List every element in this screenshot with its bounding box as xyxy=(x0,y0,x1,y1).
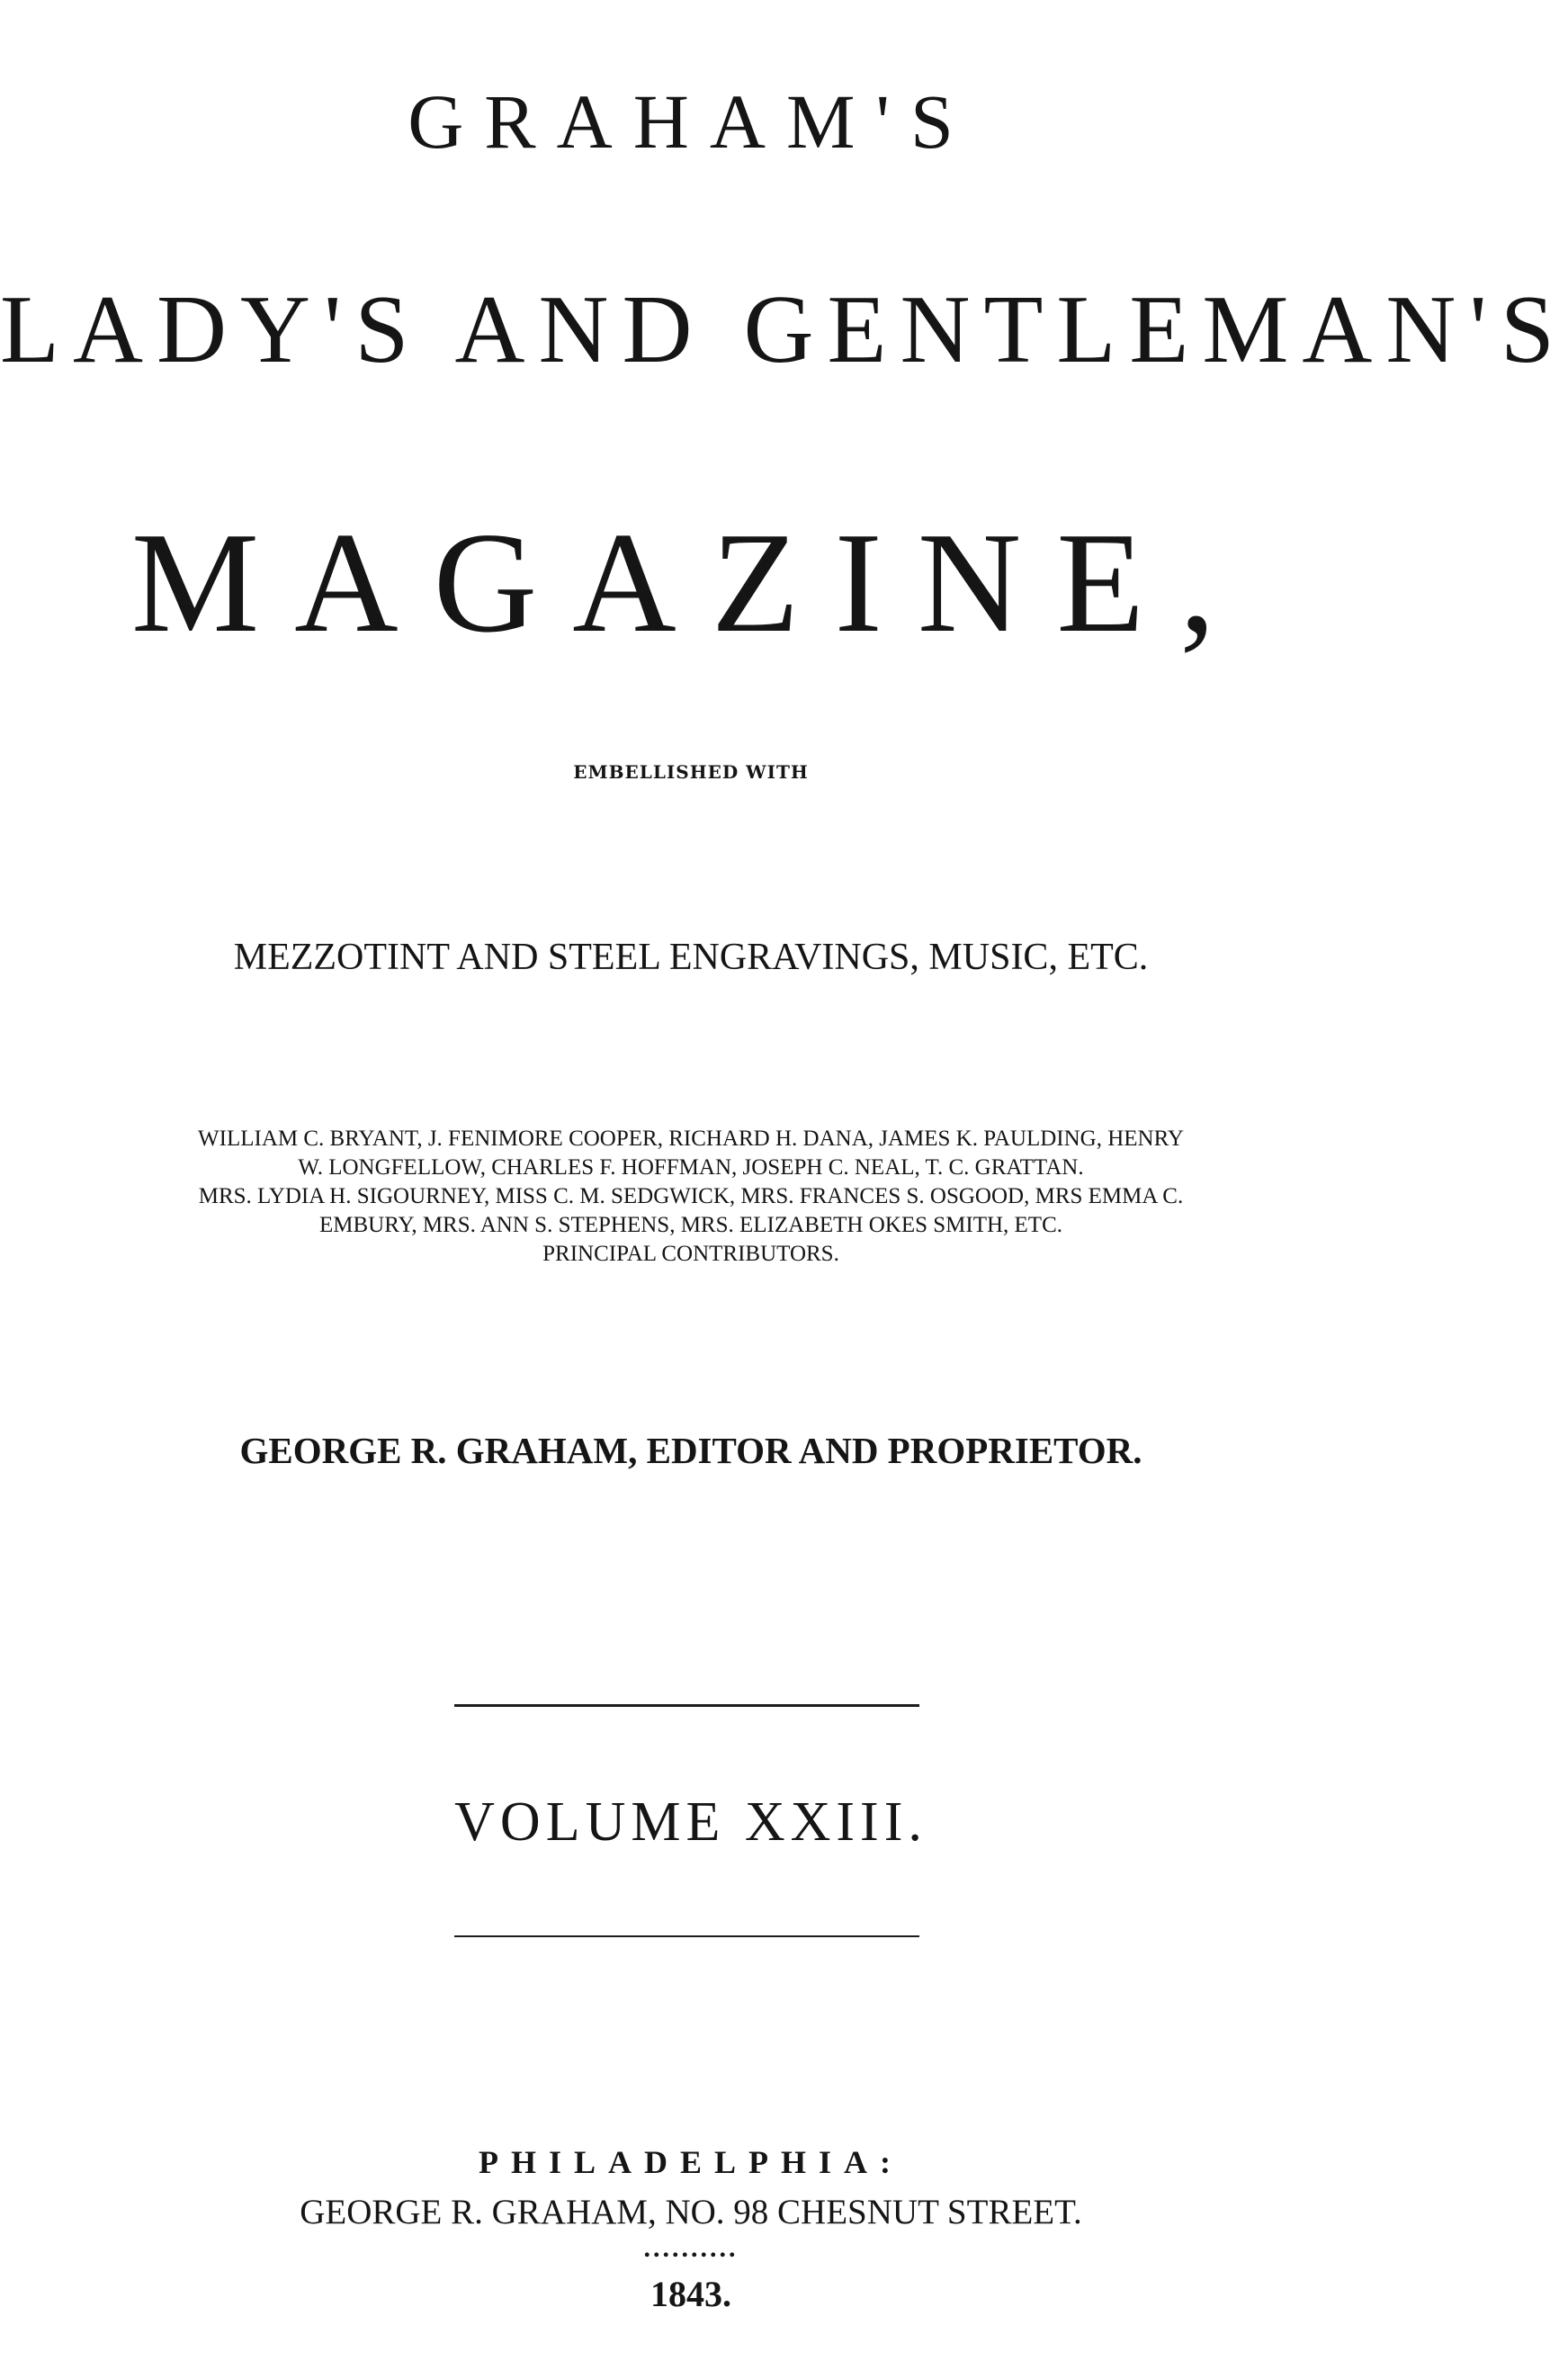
imprint-address: GEORGE R. GRAHAM, NO. 98 CHESNUT STREET. xyxy=(300,2193,1082,2231)
volume-number: VOLUME XXIII. xyxy=(454,1791,927,1853)
magazine-title-main: MAGAZINE, xyxy=(130,502,1251,662)
contributors-block xyxy=(54,1125,1328,1269)
engravings-subtitle: MEZZOTINT AND STEEL ENGRAVINGS, MUSIC, ETC. xyxy=(233,937,1149,978)
contributors-line: PRINCIPAL CONTRIBUTORS. xyxy=(542,1242,839,1266)
divider-rule-top xyxy=(454,1704,919,1707)
contributors-line: EMBURY, MRS. ANN S. STEPHENS, MRS. ELIZABETH OKES SMITH, ETC. xyxy=(318,1213,1063,1237)
magazine-title-grahams: GRAHAM'S xyxy=(408,78,974,165)
contributors-line: WILLIAM C. BRYANT, J. FENIMORE COOPER, RICHARD H. DANA, JAMES K. PAULDING, HENRY xyxy=(198,1127,1184,1151)
magazine-title-ladys-gentlemans: LADY'S AND GENTLEMAN'S xyxy=(0,276,1568,383)
imprint-dot-ornament: .......... xyxy=(643,2233,739,2263)
embellished-with-label: EMBELLISHED WITH xyxy=(573,761,809,783)
contributors-line: MRS. LYDIA H. SIGOURNEY, MISS C. M. SEDGWICK, MRS. FRANCES S. OSGOOD, MRS EMMA C. xyxy=(198,1184,1184,1208)
contributors-line: W. LONGFELLOW, CHARLES F. HOFFMAN, JOSEPH C. NEAL, T. C. GRATTAN. xyxy=(298,1155,1084,1180)
imprint-year: 1843. xyxy=(650,2274,731,2314)
editor-line: GEORGE R. GRAHAM, EDITOR AND PROPRIETOR. xyxy=(239,1430,1142,1471)
divider-rule-bottom xyxy=(454,1935,919,1937)
imprint-city: PHILADELPHIA: xyxy=(478,2144,904,2180)
